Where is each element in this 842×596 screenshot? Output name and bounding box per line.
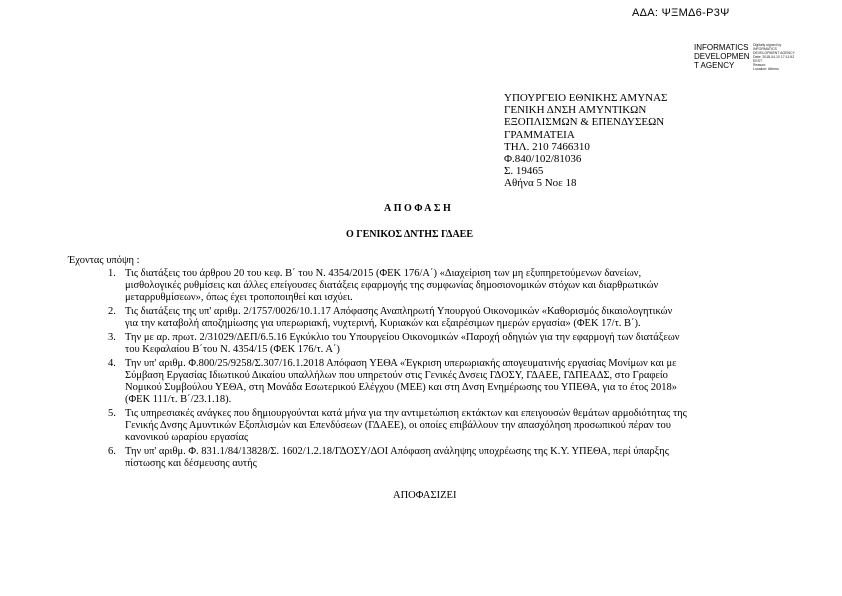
file-number: Φ.840/102/81036 (504, 153, 582, 166)
stamp-name-line: T AGENCY (694, 61, 735, 70)
item-line: Τις υπηρεσιακές ανάγκες που δημιουργούνται κατά μήνα για την αντιμετώπιση εκτάκτων και επειγουσών θεμάτων αρμοδιότητας της (125, 408, 687, 419)
item-line: για την καταβολή αποζημίωσης για υπερωριακή, νυχτερινή, Κυριακών και εξαιρέσιμων ημερών εργασία» (ΦΕΚ 17/τ. Β΄). (125, 318, 641, 329)
stamp-detail-line: Location: Athens (753, 67, 779, 71)
directorate-name-cont: ΕΞΟΠΛΙΣΜΩΝ & ΕΠΕΝΔΥΣΕΩΝ (504, 116, 665, 129)
stamp-detail-line: Digitally signed by (753, 43, 782, 47)
item-line: μεταρρυθμίσεων», όπως έχει τροποποιηθεί και ισχύει. (125, 292, 353, 303)
item-line: (ΦΕΚ 111/τ. Β΄/23.1.18). (125, 394, 232, 405)
document-subtitle: Ο ΓΕΝΙΚΟΣ ΔΝΤΗΣ ΓΔΑΕΕ (346, 229, 474, 240)
decides-heading: ΑΠΟΦΑΣΙΖΕΙ (393, 490, 457, 501)
department-name: ΓΡΑΜΜΑΤΕΙΑ (504, 128, 575, 141)
place-date: Αθήνα 5 Νοε 18 (504, 177, 577, 190)
list-item (100, 446, 772, 470)
list-item (100, 268, 772, 304)
item-number: 4. (108, 358, 116, 369)
stamp-name (694, 43, 750, 70)
list-item (100, 332, 772, 356)
reference-number: Σ. 19465 (504, 165, 544, 178)
directorate-name: ΓΕΝΙΚΗ ΔΝΣΗ ΑΜΥΝΤΙΚΩΝ (504, 104, 647, 117)
digital-signature-stamp (694, 43, 842, 73)
item-line: Τις διατάξεις του άρθρου 20 του κεφ. Β΄ του Ν. 4354/2015 (ΦΕΚ 176/Α΄) «Διαχείριση των μη εξυπηρετούμενων δανείων, (125, 268, 642, 279)
item-number: 1. (108, 268, 116, 279)
intro-text: Έχοντας υπόψη : (68, 255, 140, 266)
item-line: Την υπ' αριθμ. Φ. 831.1/84/13828/Σ. 1602/1.2.18/ΓΔΟΣΥ/ΔΟΙ Απόφαση ανάληψης υποχρέωσης της Κ.Υ. ΥΠΕΘΑ, περί ύπαρξης (125, 446, 669, 457)
item-line: Νομικού Συμβούλου ΥΕΘΑ, στη Μονάδα Εσωτερικού Ελέγχου (ΜΕΕ) και στη Δνση Ενημέρωσης του ΥΠΕΘΑ, για το έτος 2018» (125, 382, 678, 393)
ada-code: ΑΔΑ: ΨΞΜΔ6-Ρ3Ψ (632, 7, 730, 19)
item-line: Την υπ' αριθμ. Φ.800/25/9258/Σ.307/16.1.2018 Απόφαση ΥΕΘΑ «Έγκριση υπερωριακής απογευματινής εργασίας Μονίμων και με (125, 358, 677, 369)
stamp-name-line: INFORMATICS (694, 43, 749, 52)
issuer-header (504, 92, 667, 190)
item-line: Τις διατάξεις της υπ' αριθμ. 2/1757/0026/10.1.17 Απόφασης Αναπληρωτή Υπουργού Οικονομικών «Καθορισμός δικαιολογητικών (125, 306, 673, 317)
item-number: 6. (108, 446, 116, 457)
phone-number: ΤΗΛ. 210 7466310 (504, 140, 590, 153)
item-number: 5. (108, 408, 116, 419)
list-item (100, 358, 772, 406)
stamp-name-line: DEVELOPMEN (694, 52, 750, 61)
item-line: Γενικής Δνσης Αμυντικών Εξοπλισμών και Επενδύσεων (ΓΔΑΕΕ), οι οποίες επιβάλλουν την απασχόληση προσωπικού πέραν του (125, 420, 671, 431)
item-number: 3. (108, 332, 116, 343)
item-number: 2. (108, 306, 116, 317)
ministry-name: ΥΠΟΥΡΓΕΙΟ ΕΘΝΙΚΗΣ ΑΜΥΝΑΣ (504, 92, 668, 104)
item-line: του Κεφαλαίου Β΄του Ν. 4354/15 (ΦΕΚ 176/τ. Α΄) (125, 344, 340, 355)
stamp-details (753, 43, 795, 71)
document-title: ΑΠΟΦΑΣΗ (384, 203, 454, 214)
item-line: Σύμβαση Εργασίας Ιδιωτικού Δικαίου υπαλλήλων που υπηρετούν στις Γενικές Δνσεις ΓΔΟΣΥ, ΓΔΑΕΕ, ΓΔΠΕΑΔΣ, στο Γραφείο (125, 370, 668, 381)
list-item (100, 408, 772, 444)
stamp-detail-line: INFORMATICS (753, 47, 777, 51)
stamp-detail-line: Reason: (753, 63, 767, 67)
stamp-detail-line: Date: 2018.04.10 17:11:52 (753, 55, 795, 59)
item-line: μισθολογικές ρυθμίσεις και άλλες επείγουσες διατάξεις εφαρμογής της συμφωνίας δημοσιονομικών στόχων και διαρθρωτικών (125, 280, 659, 291)
considerations-list (100, 268, 772, 472)
item-line: κανονικού ωραρίου εργασίας (125, 432, 249, 443)
stamp-detail-line: EEST (753, 59, 763, 63)
stamp-detail-line: DEVELOPMENT AGENCY (753, 51, 795, 55)
item-line: Την με αρ. πρωτ. 2/31029/ΔΕΠ/6.5.16 Εγκύκλιο του Υπουργείου Οικονομικών «Παροχή οδηγιών για την εφαρμογή των διατάξεων (125, 332, 680, 343)
list-item (100, 306, 772, 330)
item-line: πίστωσης και δέσμευσης αυτής (125, 458, 257, 469)
